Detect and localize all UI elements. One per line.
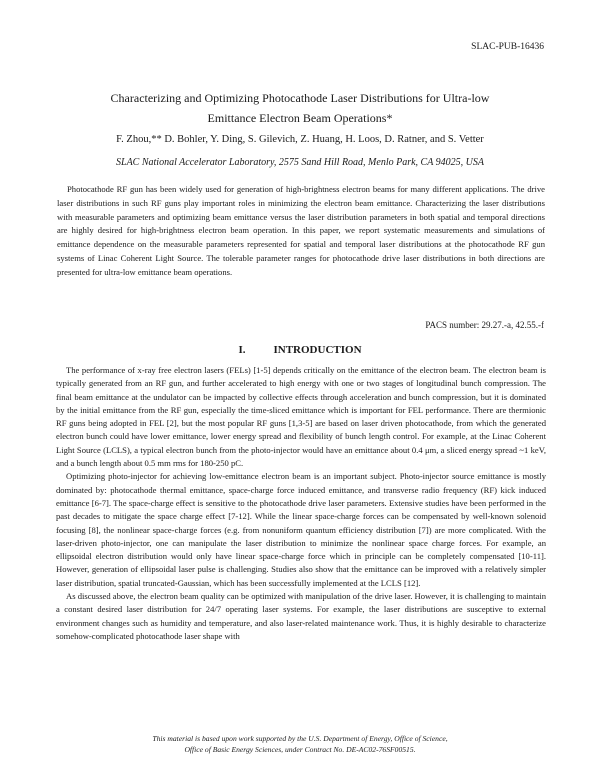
footnote-line-2: Office of Basic Energy Sciences, under Contract No. DE-AC02-76SF00515.: [184, 745, 416, 754]
abstract: Photocathode RF gun has been widely used for generation of high-brightness electron beams for many different applications. The drive laser distributions in such RF guns play important roles in minimizing the electron beam emittance. Characterizing the laser distributions with measurable parameters and optimizing beam emittance versus the laser distribution parameters in both spatial and temporal directions are highly desired for high-brightness electron beam operation. In this paper, we report systematic measurements and simulations of emittance dependence on the measurable parameters represented for spatial and temporal laser distributions at the photocathode RF gun systems of Linac Coherent Light Source. The tolerable parameter ranges for photocathode drive laser distributions in both directions are presented for ultra-low emittance beam operations.: [57, 184, 545, 277]
title-line-1: Characterizing and Optimizing Photocathode Laser Distributions for Ultra-low: [110, 91, 490, 105]
paper-title: [60, 88, 540, 128]
author-list: F. Zhou,** D. Bohler, Y. Ding, S. Gilevich, Z. Huang, H. Loos, D. Ratner, and S. Vetter: [116, 134, 484, 145]
paragraph: As discussed above, the electron beam quality can be optimized with manipulation of the drive laser. However, it is challenging to maintain a constant desired laser distribution for 24/7 operating laser systems. For example, the laser distributions are susceptive to external environment changes such as humidity and temperature, and also laser-related maintenance work. Thus, it is highly desirable to characterize somehow-complicated photocathode laser shape with: [56, 591, 546, 641]
report-id: SLAC-PUB-16436: [471, 42, 544, 52]
funding-footnote: [60, 733, 540, 755]
pacs-numbers: PACS number: 29.27.-a, 42.55.-f: [425, 320, 544, 330]
paragraph: The performance of x-ray free electron lasers (FELs) [1-5] depends critically on the emittance of the electron beam. The electron beam is typically generated from an RF gun, and further accelerated to high energy with one or two stages of longitudinal bunch compression. The final beam emittance at the undulator can be impacted by collective effects through acceleration and bunch compression, but it is dominated by the initial emittance from the RF gun, especially the time-sliced emittance which is important for FEL performance. There are thermionic RF guns being adopted in FEL [2], but the most popular RF guns [1,3-5] are based on laser driven photocathode, from which the generated electron bunch could have lower emittance, lower energy spread and flexibility of bunch length control. For example, at the Linac Coherent Light Source (LCLS), a typical electron bunch from the photo-injector would have an emittance about 0.4 μm, a sliced energy spread ~1 keV, and a bunch length about 0.5 mm rms for 180-250 pC.: [56, 365, 546, 469]
section-title: INTRODUCTION: [273, 344, 362, 356]
affiliation: SLAC National Accelerator Laboratory, 2575 Sand Hill Road, Menlo Park, CA 94025, USA: [116, 157, 484, 168]
paragraph: Optimizing photo-injector for achieving low-emittance electron beam is an important subject. Photo-injector source emittance is mostly dominated by: photocathode thermal emittance, space-charge force induced emittance, and transverse radio frequency (RF) kick induced emittance [6-7]. The space-charge effect is sensitive to the photocathode drive laser parameters. Extensive studies have been performed in the past decades to mitigate the space charge effect [7-12]. While the linear space-charge forces can be compensated by well-known solenoid focusing [8], the nonlinear space-charge forces (e.g. from nonuniform quantum efficiency distribution [7]) are more complicated. With the laser-driven photo-injector, one can manipulate the laser distribution to minimize the nonlinear space charge forces. For example, an ellipsoidal electron distribution would only have linear space-charge force which in principle can be completely compensated [10-11]. However, generation of ellipsoidal laser pulse is challenging. Studies also show that the emittance can be improved with a relatively simpler laser distribution, spatial truncated-Gaussian, which has been successfully implemented at the LCLS [12].: [56, 471, 546, 588]
section-heading: [60, 344, 540, 356]
title-line-2: Emittance Electron Beam Operations*: [207, 111, 393, 125]
introduction-body: [56, 364, 546, 643]
section-number: I.: [238, 344, 246, 356]
footnote-line-1: This material is based upon work supported by the U.S. Department of Energy, Office of Science,: [152, 734, 448, 743]
